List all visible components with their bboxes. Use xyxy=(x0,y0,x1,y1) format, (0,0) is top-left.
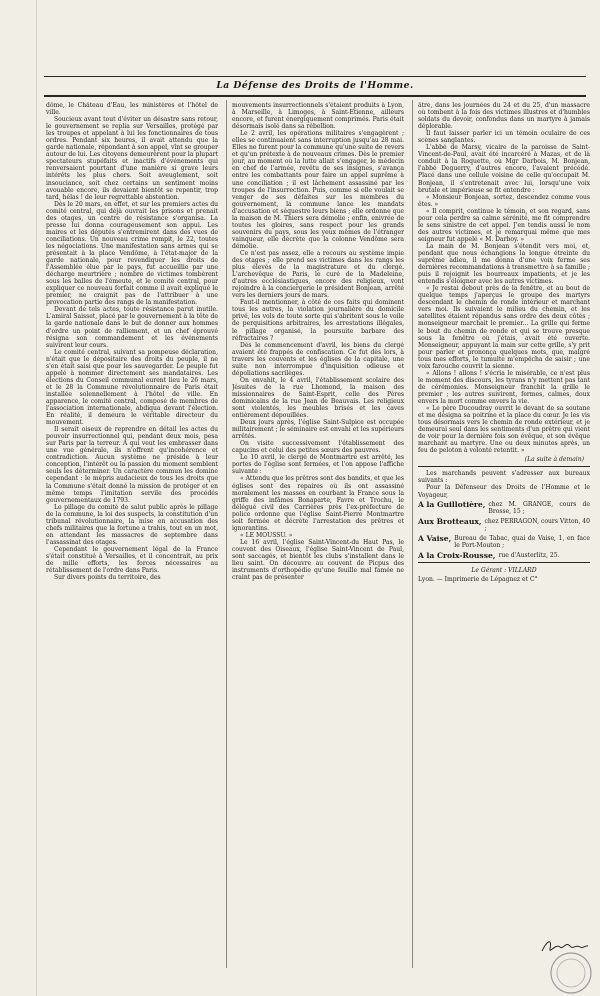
depot-address: chez PERRAGON, cours Vitton, 40 ; xyxy=(484,517,590,532)
col2-paragraph: Le 16 avril, l'église Saint-Vincent-du Haut Pas, le couvent des Oiseaux, l'église Saint-Vincent de Paul, sont saccagés, et bientôt les clubs s'installent dans le lieu saint. On découvre au couvent de Picpus des instruments d'orthopédie qu'une feuille mal famée ne craint pas de présenter xyxy=(232,538,404,582)
col4-paragraph: « Allons ! allons ! s'écria le misérable, ce n'est plus le moment des discours, les tyrans n'y mettent pas tant de cérémonies. Monseigneur franchit la grille le premier ; les autres suivirent, fermes, calmes, doux envers la mort comme envers la vie. xyxy=(418,369,590,405)
col4-paragraph: « Monsieur Bonjean, sortez, descendez comme vous êtes. » xyxy=(418,193,590,208)
col2-paragraph: On envahit, le 4 avril, l'établissement scolaire des Jésuites de la rue Lhomond, la maison des missionnaires de Saint-Esprit, celle des Pères dominicains de la rue Jean de Beauvais. Les religieux sont violentés, les meubles brisés et les caves entièrement dépouillées. xyxy=(232,376,404,420)
article-column-2 xyxy=(232,102,404,967)
col1-paragraph: Dès le 20 mars, en effet, et sur les premiers actes du comité central, qui déjà ouvrait les prisons et prenait des otages, un centre de résistance s'organisa. La presse lui donna courageusement son appui. Les maires et les députés s'entremirent dans des vues de conciliations. Un nouveau crime rompit, le 22, toutes les négociations. Une manifestation sans armes qui se présentait à la place Vendôme, à l'état-major de la garde nationale, pour revendiquer les droits de l'Assemblée élue par le pays, fut accueillie par une décharge meurtrière ; nombre de victimes tombèrent sous les balles de l'émeute, et le comité central, pour expliquer ce nouveau forfait comme il avait expliqué le premier, ne craignit pas de l'attribuer à une provocation partie des rangs de la manifestation. xyxy=(46,200,218,307)
manager-name: Le Gérant : VILLARD xyxy=(471,566,537,574)
depot-entry xyxy=(418,535,590,549)
depot-entry xyxy=(418,552,590,559)
depot-label: A la Guillotière, xyxy=(418,499,486,509)
sellers-notice-line: Pour la Défenseur des Droits de l'Homme et le Voyageur, xyxy=(418,484,590,499)
col2-paragraph: mouvements insurrectionnels s'étaient produits à Lyon, à Marseille, à Limoges, à Saint-Etienne, ailleurs encore, et furent énergiquement comprimés. Paris était désormais isolé dans sa rébellion. xyxy=(232,102,404,131)
col2-paragraph: On visite successivement l'établissement des capucins et celui des petites sœurs des pauvres. xyxy=(232,440,404,455)
col1-paragraph: Le comité central, suivant sa pompeuse déclaration, n'était que le dépositaire des droits du peuple, il ne s'en était saisi que pour les sauvegarder. Le peuple fut appelé à nommer directement ses mandataires. Les élections du Conseil communal eurent lieu le 26 mars, et le 28 la Commune révolutionnaire de Paris était installée solennellement à l'hôtel de ville. En apparence, le comité central, composé de membres de l'association internationale, abdiqua devant l'élection. En réalité, il demeura le véritable directeur du mouvement. xyxy=(46,348,218,427)
article-column-3 xyxy=(418,102,590,967)
col4-paragraph: Il faut laisser parler ici un témoin oculaire de ces scènes sanglantes. xyxy=(418,130,590,145)
col2-paragraph: Deux jours après, l'église Saint-Sulpice est occupée militairement ; le séminaire est envahi et les supérieurs arrêtés. xyxy=(232,419,404,441)
col4-paragraph: La main de M. Bonjean s'étendit vers moi, et, pendant que nous échangions la longue étreinte du suprême adieu, il me donna d'une voix ferme ses dernières recommandations à transmettre à sa famille ; puis il rejoignit les bourreaux impatients, et je les entendis s'éloigner avec les autres victimes. xyxy=(418,242,590,286)
to-be-continued: (La suite à demain) xyxy=(524,456,584,464)
depot-list xyxy=(418,501,590,559)
printer-line: Lyon. — Imprimerie de Lépagnez et C° xyxy=(418,575,538,583)
depot-label: Aux Brotteaux, xyxy=(418,516,482,526)
col2-paragraph: « LE MOUSSU. » xyxy=(240,531,293,539)
header-rule-bottom xyxy=(44,95,586,97)
col4-paragraph: âtre, dans les journées du 24 et du 25, d'un massacre où tombent à la fois des victimes illustres et d'humbles soldats du devoir, confondus dans un martyre à jamais déplorable. xyxy=(418,102,590,131)
col2-paragraph: Le 2 avril, les opérations militaires s'engagèrent ; elles se continuaient sans interruption jusqu'au 28 mai. Elles ne furent pour la commune qu'une suite de revers et qu'un prétexte à de nouveaux crimes. Dès le premier jour, au moment où la lutte allait s'engager, le médecin en chef de l'armée, revêtu de ses insignes, s'avança entre les combattants pour faire un appel suprême à une conciliation ; il est lâchement assassiné par les troupes de l'insurrection. Puis, comme si elle voulait se venger de ses défaites sur les membres du gouvernement, la commune lance les mandats d'accusation et séquestre leurs biens ; elle ordonne que la maison de M. Thiers sera démolie ; enfin, enivrée de toutes les gloires, sans respect pour les grands souvenirs du pays, sous les yeux mêmes de l'étranger vainqueur, elle décrète que la colonne Vendôme sera démolie. xyxy=(232,130,404,250)
col2-paragraph: Dès le commencement d'avril, les biens du clergé avaient été frappés de confiscation. Ce fut dès lors, à travers les couvents et les églises de la capitale, une suite non interrompue d'inquisition odieuse et dépoliations sacrilèges. xyxy=(232,341,404,377)
col4-paragraph: L'abbé de Marsy, vicaire de la paroisse de Saint-Vincent-de-Paul, avait été incarcéré à Mazas, et de là conduit à la Roquette, où Mgr Darbois, M. Bonjean, l'abbé Deguerry, d'autres encore, l'avaient précédé. Placé dans une cellule voisine de celle qu'occupait M. Bonjean, il s'entretenait avec lui, lorsqu'une voix brutale et impérieuse se fit entendre : xyxy=(418,144,590,194)
col4-paragraph: « Je restai debout près de la fenêtre, et au bout de quelque temps j'aperçus le groupe des martyrs descendant le chemin de ronde intérieur et marchant vers moi. Ils suivaient le milieu du chemin, et les satellites étaient répandus sans ordre des deux côtés ; monseigneur marchait le premier... La grille qui ferme le bout du chemin de ronde et qui se trouve presque sous la fenêtre où j'étais, avait été ouverte. Monseigneur, appuyant la main sur cette grille, s'y prit pour parler et prononça quelques mots, que, malgré tous mes efforts, le tumulte m'empêcha de saisir ; une voix farouche couvrit la sienne. xyxy=(418,285,590,370)
column-rule-1 xyxy=(226,100,227,968)
col1-paragraph: Il serait oiseux de reprendre en détail les actes du pouvoir insurrectionnel qui, pendant deux mois, pesa sur Paris par la terreur. A qui veut les embrasser dans une vue générale, ils n'offrent qu'incohérence et contradiction. Aucun système ne préside à leur conception, l'intérêt ou la passion du moment semblent seuls les déterminer. Un caractère commun les domine cependant : le mépris audacieux de tous les droits que la Commune s'était donné la mission de protéger et en même temps l'imitation servile des procédés gouvernementaux de 1793. xyxy=(46,426,218,504)
depot-address: chez M. GRANGE, cours de Brosse, 15 ; xyxy=(488,500,590,515)
masthead-title: La Défense des Droits de l'Homme. xyxy=(216,80,414,91)
depot-address: Bureau de Tabac, quai de Vaise, 1, en face le Port-Mouton ; xyxy=(454,534,590,549)
column-rule-2 xyxy=(412,100,413,968)
depot-address: rue d'Austerlitz, 25. xyxy=(498,551,560,559)
article-column-1 xyxy=(46,102,218,967)
col1-paragraph: Devant de tels actes, toute résistance parut inutile. L'amiral Saisset, placé par le gouvernement à la tête de la garde nationale dans le but de donner aux hommes d'ordre un point de ralliement, et un chef éprouvé résigna son commandement et les événements suivirent leur cours. xyxy=(46,306,218,349)
col1-paragraph: Soucieux avant tout d'éviter un désastre sans retour, le gouvernement se replia sur Versailles, protégé par les troupes et appelant à lui les fonctionnaires de tous ordres. Pendant six heures, il avait attendu que la garde nationale, répondant à son appel, vînt se grouper autour de lui. Les citoyens demeurèrent pour la plupart spectateurs stupéfaits et inactifs d'événements qui renversaient pourtant d'une manière si grave leurs intérêts les plus chers. Soit aveuglement, soit insouciance, soit chez certains un sentiment moins avouable encore, ils devaient bientôt se repentir, trop tard, hélas ! de leur regrettable abstention. xyxy=(46,116,218,201)
col2-paragraph: Le 10 avril, le clergé de Montmartre est arrêté, les portes de l'église sont fermées, et l'on appose l'affiche suivante : xyxy=(232,454,404,476)
footer-divider xyxy=(418,562,590,563)
col1-paragraph: Le pillage du comité de salut public après le pillage de la commune, la loi des suspects, la constitution d'un tribunal révolutionnaire, la mise en accusation des chefs militaires que la fortune a trahis, tout en un mot, en attendant les massacres de septembre dans l'assassinat des otages. xyxy=(46,503,218,546)
col1-paragraph: Cependant le gouvernement légal de la France s'était constitué à Versailles, et il concentrait, au prix de mille efforts, les forces nécessaires au rétablissement de l'ordre dans Paris. xyxy=(46,545,218,575)
col2-paragraph: Ce n'est pas assez, elle a recours au système impie des otages ; elle prend ses victimes dans les rangs les plus élevés de la magistrature et du clergé. L'archevêque de Paris, le curé de la Madeleine, d'autres ecclésiastiques, encore des religieux, vont rejoindre à la conciergerie le président Bonjean, arrêté vers les derniers jours de mars. xyxy=(232,249,404,300)
col1-paragraph: dôme, le Château d'Eau, les ministères et l'hôtel de ville. xyxy=(46,102,218,117)
col4-paragraph: « Le père Ducoudray ouvrit le devant de sa soutane et me désigna sa poitrine et la place du cœur. Je les vis tous désormais vers le chemin de ronde extérieur, et je demeurai seul dans les sentiments d'un prêtre qui vient de voir pour la dernière fois son évêque, et son évêque marchant au martyre. Une ou deux minutes après, un feu de peloton à volonté retentit. » xyxy=(418,405,590,455)
sellers-notice-intro: Les marchands peuvent s'adresser aux bureaux suivants : xyxy=(418,470,590,485)
col4-paragraph: « Il comprit, continue le témoin, et son regard, sans pour cela perdre sa calme sérénité, me fit comprendre le sens sinistre de cet appel. J'en tendis aussi le nom des autres victimes, et je remarquai même que mes seigneur fut appelé « M. Darboy. » xyxy=(418,207,590,243)
article-column-3-text xyxy=(418,102,590,454)
library-stamp-icon xyxy=(548,950,594,996)
depot-label: A la Croix-Rousse, xyxy=(418,550,496,560)
depot-entry xyxy=(418,518,590,532)
depot-label: A Vaise, xyxy=(418,533,452,543)
depot-entry xyxy=(418,501,590,515)
notice-divider xyxy=(418,466,590,467)
col2-paragraph: Faut-il mentionner, à côté de ces faits qui dominent tous les autres, la violation journalière du domicile privé, les vols de toute sorte qui s'abritent sous le voile de perquisitions arbitraires, les arrestations illégales, le pillage organisé, la poursuite barbare des réfractaires ? xyxy=(232,299,404,342)
header-rule-top xyxy=(44,76,586,77)
page-edge-shadow xyxy=(36,0,37,996)
col2-paragraph: « Attendu que les prêtres sont des bandits, et que les églises sont des repaires où ils ont assassiné moralement les masses en courbant la France sous la griffe des infâmes Bonaparte, Favre et Trochu, le délégué civil des Carrières près l'ex-préfecture de police ordonne que l'église Saint-Pierre Montmartre soit fermée et décrète l'arrestation des prêtres et ignorantins. xyxy=(232,475,404,532)
col1-paragraph: Sur divers points du territoire, des xyxy=(54,574,161,582)
